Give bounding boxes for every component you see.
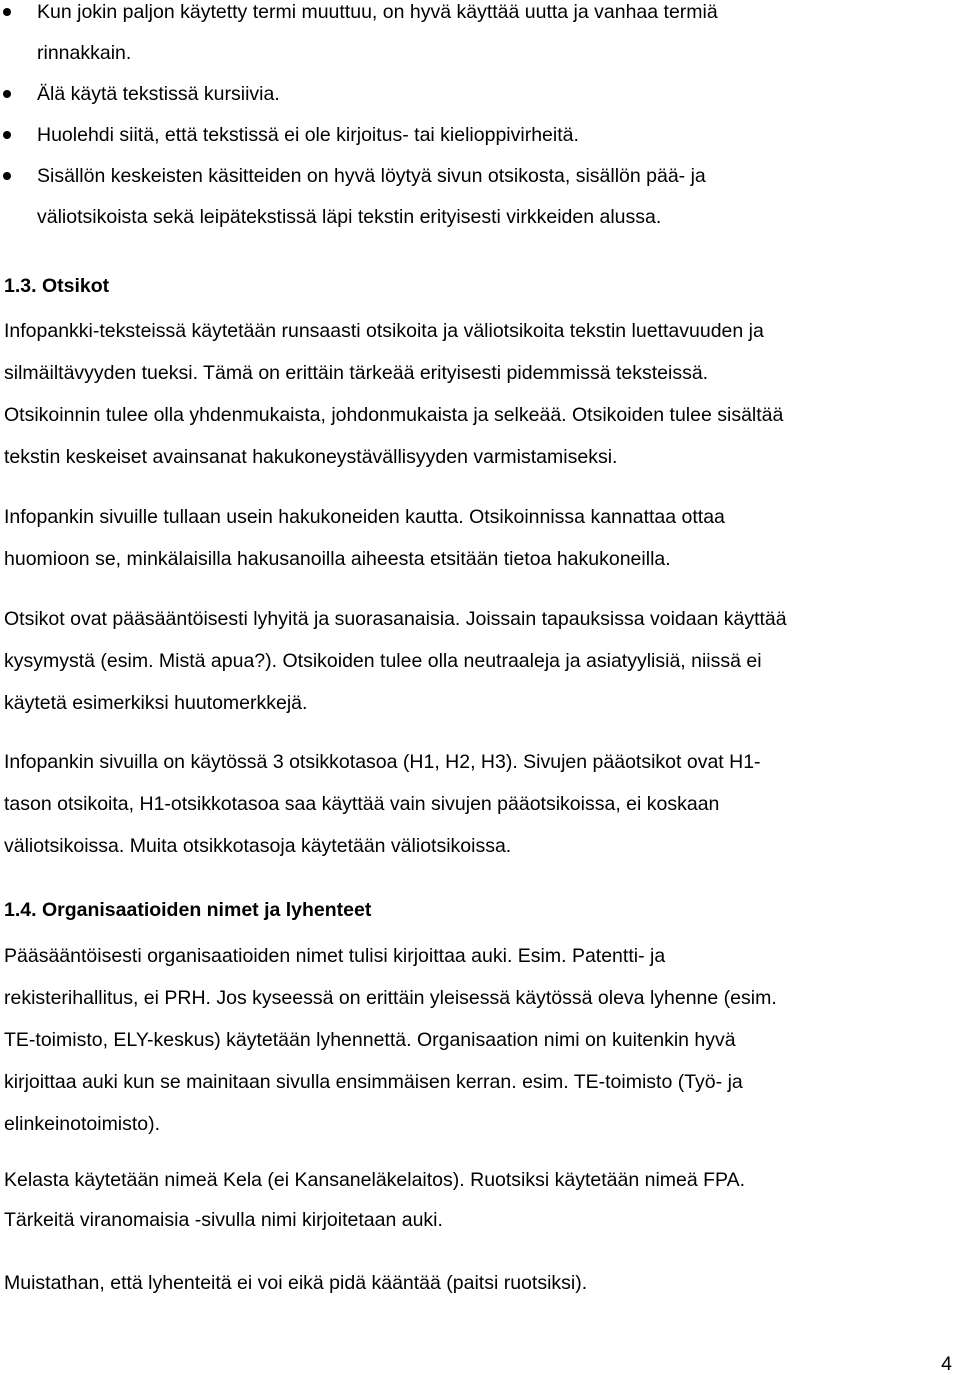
paragraph-line: Otsikoinnin tulee olla yhdenmukaista, johdonmukaista ja selkeää. Otsikoiden tulee sisältää <box>4 404 784 426</box>
bullet-line: rinnakkain. <box>37 42 132 64</box>
paragraph-line: TE-toimisto, ELY-keskus) käytetään lyhennettä. Organisaation nimi on kuitenkin hyvä <box>4 1029 736 1051</box>
bullet-line: Kun jokin paljon käytetty termi muuttuu, on hyvä käyttää uutta ja vanhaa termiä <box>37 1 718 23</box>
paragraph-line: käytetä esimerkiksi huutomerkkejä. <box>4 692 308 714</box>
paragraph <box>4 496 956 580</box>
bullet-line: Sisällön keskeisten käsitteiden on hyvä löytyä sivun otsikosta, sisällön pää- ja <box>37 165 706 187</box>
bullet-line: Älä käytä tekstissä kursiivia. <box>37 83 280 105</box>
paragraph <box>4 1262 956 1304</box>
paragraph-line: huomioon se, minkälaisilla hakusanoilla aiheesta etsitään tietoa hakukoneilla. <box>4 548 671 570</box>
paragraph <box>4 741 956 867</box>
paragraph-line: tekstin keskeiset avainsanat hakukoneystävällisyyden varmistamiseksi. <box>4 446 618 468</box>
paragraph <box>4 935 956 1145</box>
paragraph-line: väliotsikoissa. Muita otsikkotasoja käytetään väliotsikoissa. <box>4 835 512 857</box>
paragraph-line: Kelasta käytetään nimeä Kela (ei Kansaneläkelaitos). Ruotsiksi käytetään nimeä FPA. <box>4 1169 746 1191</box>
paragraph-line: Infopankin sivuille tullaan usein hakukoneiden kautta. Otsikoinnissa kannattaa ottaa <box>4 506 725 528</box>
paragraph <box>4 1160 956 1240</box>
bullet-dot-icon <box>3 131 11 139</box>
paragraph-line: kysymystä (esim. Mistä apua?). Otsikoiden tulee olla neutraaleja ja asiatyylisiä, niissä ei <box>4 650 762 672</box>
paragraph-line: Tärkeitä viranomaisia -sivulla nimi kirjoitetaan auki. <box>4 1209 443 1231</box>
bullet-line: Huolehdi siitä, että tekstissä ei ole kirjoitus- tai kielioppivirheitä. <box>37 124 579 146</box>
paragraph-line: rekisterihallitus, ei PRH. Jos kyseessä on erittäin yleisessä käytössä oleva lyhenne (esim. <box>4 987 777 1009</box>
paragraph-line: Muistathan, että lyhenteitä ei voi eikä pidä kääntää (paitsi ruotsiksi). <box>4 1272 588 1294</box>
paragraph-line: tason otsikoita, H1-otsikkotasoa saa käyttää vain sivujen pääotsikoissa, ei koskaan <box>4 793 720 815</box>
bullet-dot-icon <box>3 8 11 16</box>
paragraph-line: silmäiltävyyden tueksi. Tämä on erittäin tärkeää erityisesti pidemmissä teksteissä. <box>4 362 709 384</box>
bullet-item <box>0 74 960 115</box>
paragraph-line: kirjoittaa auki kun se mainitaan sivulla ensimmäisen kerran. esim. TE-toimisto (Työ- ja <box>4 1071 743 1093</box>
page-number: 4 <box>941 1353 952 1375</box>
paragraph-line: Pääsääntöisesti organisaatioiden nimet tulisi kirjoittaa auki. Esim. Patentti- ja <box>4 945 666 967</box>
bullet-dot-icon <box>3 90 11 98</box>
paragraph <box>4 598 956 724</box>
bullet-item <box>0 156 960 238</box>
section-heading-otsikot: 1.3. Otsikot <box>4 275 110 297</box>
guideline-bullet-list <box>0 0 960 238</box>
paragraph <box>4 310 956 478</box>
bullet-item <box>0 115 960 156</box>
paragraph-line: elinkeinotoimisto). <box>4 1113 161 1135</box>
paragraph-line: Infopankki-teksteissä käytetään runsaasti otsikoita ja väliotsikoita tekstin luettavuuden ja <box>4 320 764 342</box>
paragraph-line: Infopankin sivuilla on käytössä 3 otsikkotasoa (H1, H2, H3). Sivujen pääotsikot ovat H1- <box>4 751 761 773</box>
bullet-dot-icon <box>3 172 11 180</box>
section-heading-organisaatioiden-nimet: 1.4. Organisaatioiden nimet ja lyhenteet <box>4 899 372 921</box>
bullet-item <box>0 0 960 74</box>
bullet-line: väliotsikoista sekä leipätekstissä läpi tekstin erityisesti virkkeiden alussa. <box>37 206 662 228</box>
paragraph-line: Otsikot ovat pääsääntöisesti lyhyitä ja suorasanaisia. Joissain tapauksissa voidaan käyttää <box>4 608 787 630</box>
